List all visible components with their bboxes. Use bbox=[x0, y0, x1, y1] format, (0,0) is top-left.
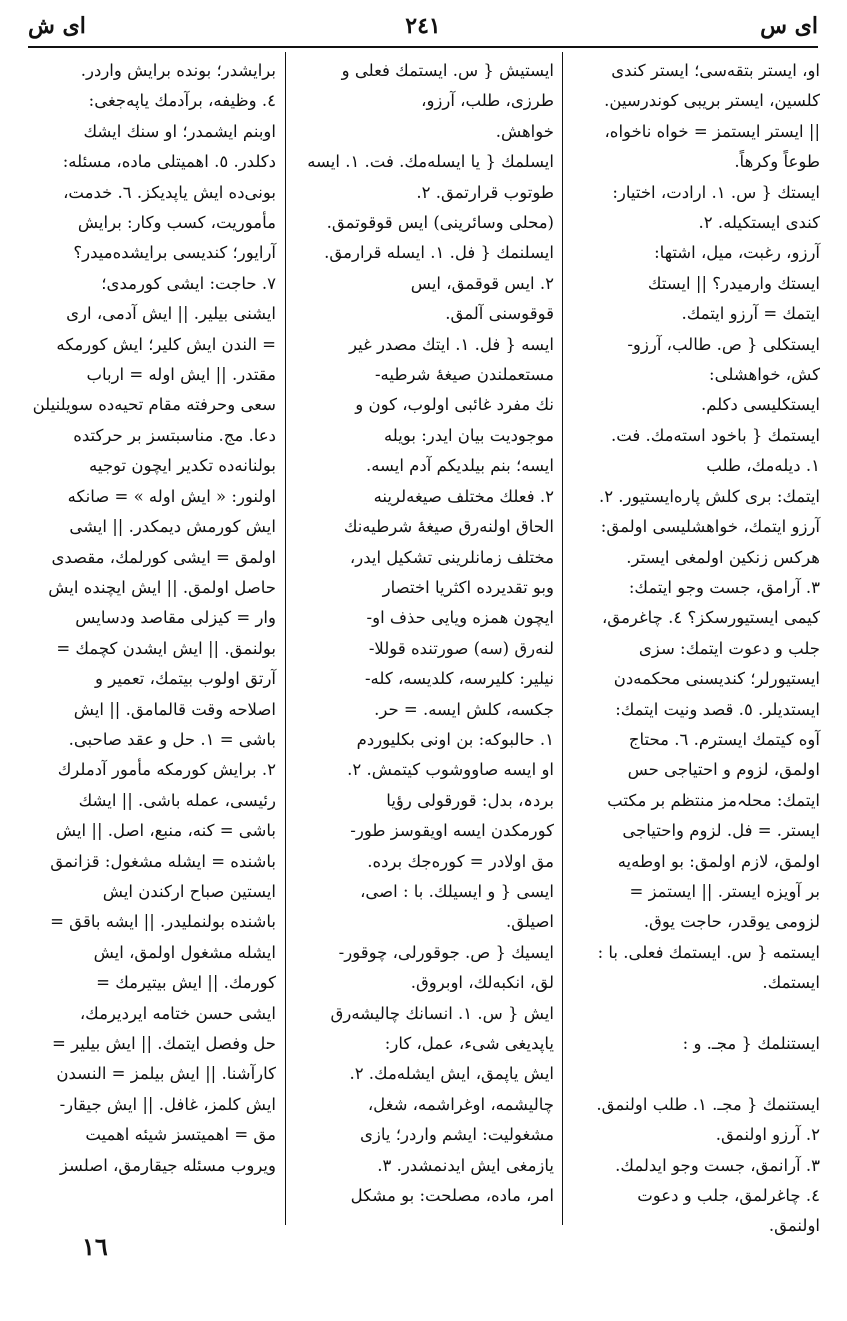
text-line: کش، خواهشلی: bbox=[709, 365, 820, 385]
text-line: ایش کلمز، غافل. || ایش جیقار- bbox=[59, 1094, 276, 1114]
text-line: باشنده بولنملیدر. || ایشه باقق = bbox=[50, 912, 276, 932]
text-line bbox=[570, 1059, 820, 1089]
text-line: کورمکدن ایسه اویقوسز طور- bbox=[350, 821, 554, 841]
text-line: یاپدیغی شیء، عمل، کار: bbox=[384, 1034, 554, 1053]
text-line: ٣. آرانمق، جست وجو ایدلمك. bbox=[615, 1155, 820, 1175]
column-divider-right bbox=[562, 52, 563, 1225]
text-line: اولمق، لازم اولمق: بو اوطه‌یه bbox=[617, 851, 820, 871]
text-line: ایستیش { س. ایستمك فعلی و bbox=[341, 61, 554, 80]
text-line: آرزو ایتمك، خواهشلیسی اولمق: bbox=[600, 517, 820, 537]
text-line: اصلاحه وقت قالمامق. || ایش bbox=[73, 699, 276, 719]
text-line: ایستمه { س. ایستمك فعلی. با : bbox=[597, 942, 820, 962]
text-line: ٢. فعلك مختلف صیغه‌لرینه bbox=[373, 486, 554, 506]
text-line: ایستکلی { ص. طالب، آرزو- bbox=[627, 334, 820, 354]
header-rule bbox=[28, 46, 818, 48]
text-line: وار = کیزلی مقاصد ودسایس bbox=[75, 608, 276, 628]
page-number: ٢٤١ bbox=[405, 13, 441, 39]
text-line: کارآشنا. || ایش بیلمز = النسدن bbox=[56, 1064, 276, 1084]
text-line: (محلی وسائرینی) ایس قوقوتمق. bbox=[326, 213, 554, 233]
text-line: ایش یاپمق، ایش ایشله‌مك. ٢. bbox=[349, 1064, 554, 1084]
text-line: کیمی ایستیورسکز؟ ٤. چاغرمق، bbox=[601, 608, 820, 628]
text-line: اولمق = ایشی کورلمك، مقصدی bbox=[51, 547, 276, 567]
text-line: ایسیك { ص. جوقورلی، چوقور- bbox=[338, 942, 554, 962]
text-line: کلسین، ایستر بریبی کوندرسین. bbox=[604, 91, 820, 111]
text-line: اولمق، لزوم و احتیاجی حس bbox=[627, 760, 820, 780]
text-line: آرزو، رغبت، میل، اشتها: bbox=[654, 243, 820, 263]
text-line: ایستدیلر. ٥. قصد ونیت ایتمك: bbox=[615, 699, 820, 719]
text-line: ١. حالبوکه: بن اونی بکلیوردم bbox=[356, 729, 554, 749]
text-line: دکلدر. ٥. اهمیتلی ماده، مسئله: bbox=[62, 152, 276, 172]
text-line: بولنانه‌ده تکدیر ایچون توجیه bbox=[89, 456, 276, 476]
text-line: ٧. حاجت: ایشی کورمدی؛ bbox=[101, 273, 276, 293]
text-line: اوبنم ایشمدر؛ او سنك ایشك bbox=[83, 121, 276, 141]
text-line: یازمغی ایش ایدنمشدر. ٣. bbox=[377, 1155, 554, 1175]
text-line: ایتمك: محلہ‌مز منتظم بر مکتب bbox=[607, 790, 820, 810]
text-line: آرتق اولوب بیتمك، تعمیر و bbox=[95, 669, 276, 689]
text-line: جکسه، کلش ایسه. = حر. bbox=[374, 699, 554, 719]
text-line: ویروب مسئله جیقارمق، اصلسز bbox=[59, 1155, 276, 1175]
text-line: ایشنی بیلیر. || ایش آدمی، اری bbox=[66, 304, 276, 324]
text-line: مقتدر. || ایش اوله = ارباب bbox=[86, 365, 276, 385]
text-line: قوقوسنی آلمق. bbox=[445, 304, 554, 324]
text-line: دعا. مج. مناسبتسز بر حرکتده bbox=[73, 425, 276, 445]
text-line: وبو تقدیرده اکثریا اختصار bbox=[382, 577, 554, 597]
text-line: حل وفصل ایتمك. || ایش بیلیر = bbox=[52, 1034, 276, 1053]
text-line: مق اولادر = کوره‌جك برده. bbox=[367, 851, 554, 871]
text-line: ایش کورمش دیمکدر. || ایشی bbox=[69, 517, 276, 537]
text-line: جلب و دعوت ایتمك: سزی bbox=[638, 638, 820, 658]
text-line: ایش { س. ١. انسانك چالیشه‌رق bbox=[330, 1003, 554, 1023]
text-line: = الندن ایش کلیر؛ ایش کورمکه bbox=[56, 334, 276, 354]
text-line: ایستمك { باخود استه‌مك. فت. bbox=[610, 425, 820, 445]
text-line: ایستر. = فل. لزوم واحتیاجی bbox=[622, 821, 820, 841]
text-line: برایشدر؛ بونده برایش واردر. bbox=[80, 61, 276, 80]
column-middle bbox=[294, 56, 554, 1225]
text-line: باشنده = ایشله مشغول: قزانمق bbox=[50, 851, 276, 871]
text-line: ١. دیله‌مك، طلب bbox=[706, 456, 820, 476]
text-line: ایستین صباح ارکندن ایش bbox=[102, 881, 276, 901]
text-line: آرایور؛ کندیسی برایشده‌میدر؟ bbox=[73, 243, 276, 263]
header-left: ای ش bbox=[28, 13, 86, 39]
text-line: ایتمك: بری کلش پاره‌ایستیور. ٢. bbox=[598, 486, 820, 506]
text-line: ایستك وارمیدر؟ || ایستك bbox=[647, 273, 820, 293]
text-line: نیلیر: کلیرسه، کلدیسه، کله- bbox=[364, 669, 554, 689]
text-line: خواهش. bbox=[495, 121, 554, 141]
text-line: ٣. آرامق، جست وجو ایتمك: bbox=[628, 577, 820, 597]
text-line: ایسی { و ایسیلك. با : اصی، bbox=[360, 881, 554, 901]
text-line: ایشله مشغول اولمق، ایش bbox=[93, 942, 276, 962]
text-line: ایستنلمك { مجـ. و : bbox=[682, 1034, 820, 1053]
text-line: او ایسه صاووشوب کیتمش. ٢. bbox=[347, 760, 554, 780]
text-line: ٤. چاغرلمق، جلب و دعوت bbox=[637, 1186, 820, 1206]
text-line: کندی ایستکیله. ٢. bbox=[698, 213, 820, 233]
text-line: ایستکلیسی دکلم. bbox=[700, 395, 820, 415]
text-line: ایسه؛ بنم بیلدیکم آدم ایسه. bbox=[365, 456, 554, 476]
text-line: لزومی یوقدر، حاجت یوق. bbox=[643, 912, 820, 932]
text-line: سعی وحرفته مقام تحیه‌ده سویلنیلن bbox=[32, 395, 276, 415]
text-line: باشی = کنه، منبع، اصل. || ایش bbox=[55, 821, 276, 841]
text-line: لنه‌رق (سه) صورتنده قوللا- bbox=[368, 638, 554, 658]
text-line: ایتمك = آرزو ایتمك. bbox=[681, 304, 820, 324]
text-line: امر، ماده، مصلحت: بو مشکل bbox=[350, 1186, 554, 1206]
text-line: موجودیت بیان ایدر: بویله bbox=[383, 425, 554, 445]
text-line: طرزی، طلب، آرزو، bbox=[421, 91, 554, 111]
text-line: مختلف زمانلرینی تشکیل ایدر، bbox=[349, 547, 554, 567]
text-line: لق، انکبه‌لك، اوبروق. bbox=[410, 973, 554, 993]
text-line: ٢. برایش کورمکه مأمور آدملرك bbox=[57, 760, 276, 780]
text-line: مشغولیت: ایشم واردر؛ یازی bbox=[359, 1125, 554, 1145]
running-header bbox=[28, 8, 818, 44]
header-right: ای س bbox=[760, 13, 818, 39]
column-divider-left bbox=[285, 52, 286, 1225]
text-line: مق = اهمیتسز شیئه اهمیت bbox=[85, 1125, 276, 1145]
text-line: ایسلنمك { فل. ١. ایسله قرارمق. bbox=[324, 243, 554, 263]
text-line: ایچون همزه ویایی حذف او- bbox=[366, 608, 554, 628]
text-line: طوتوب قرارتمق. ٢. bbox=[416, 182, 554, 202]
text-line: اصیلق. bbox=[505, 912, 554, 932]
text-line: مأموریت، کسب وکار: برایش bbox=[77, 213, 276, 233]
text-line: نك مفرد غائبی اولوب، کون و bbox=[355, 395, 554, 415]
text-line: چالیشمه، اوغراشمه، شغل، bbox=[367, 1094, 554, 1114]
text-line: ٢. آرزو اولنمق. bbox=[715, 1125, 820, 1145]
signature-mark: ١٦ bbox=[82, 1232, 108, 1261]
text-line: آوه کیتمك ایسترم. ٦. محتاج bbox=[628, 729, 820, 749]
text-line: بردہ، بدل: قورقولی رؤیا bbox=[386, 790, 554, 810]
text-line: رئیسی، عمله باشی. || ایشك bbox=[78, 790, 276, 810]
text-line: حاصل اولمق. || ایش ایچنده ایش bbox=[48, 577, 276, 597]
column-left bbox=[30, 56, 276, 1225]
text-line bbox=[570, 999, 820, 1029]
column-right bbox=[570, 56, 820, 1236]
text-line: ایستیورلر؛ کندیسنی محکمه‌دن bbox=[613, 669, 820, 689]
text-line: الحاق اولنه‌رق صیغهٔ شرطیه‌نك bbox=[343, 517, 554, 537]
text-line: ایستمك. bbox=[762, 973, 820, 993]
text-line: او، ایستر بتقه‌سی؛ ایستر کندی bbox=[611, 61, 820, 80]
text-line: ایستنمك { مجـ. ١. طلب اولنمق. bbox=[596, 1094, 820, 1114]
text-line: هرکس زنکین اولمغی ایستر. bbox=[626, 547, 820, 567]
text-line: ایستك { س. ١. ارادت، اختیار: bbox=[612, 182, 820, 202]
text-line: اولنور: « ایش اوله » = صانکه bbox=[67, 486, 276, 506]
text-line: بر آویزه ایستر. || ایستمز = bbox=[629, 881, 820, 901]
text-line: بولنمق. || ایش ایشدن کچمك = bbox=[56, 638, 276, 658]
text-line: ایشی حسن ختامه ایردیرمك، bbox=[79, 1003, 276, 1023]
text-line: ٤. وظیفه، برآدمك یاپه‌جغی: bbox=[88, 91, 276, 111]
text-line: باشی = ١. حل و عقد صاحبی. bbox=[68, 729, 276, 749]
text-line: مستعملندن صیغهٔ شرطیه- bbox=[374, 365, 554, 385]
text-line: || ایستر ایستمز = خواه ناخواه، bbox=[604, 121, 820, 141]
text-line: طوعاً وکرهاً. bbox=[734, 152, 820, 172]
text-line: کورمك. || ایش بیتیرمك = bbox=[96, 973, 276, 993]
text-line: ٢. ایس قوقمق، ایس bbox=[410, 273, 554, 293]
text-line: بونی‌ده ایش یاپدیکز. ٦. خدمت، bbox=[63, 182, 276, 202]
text-line: اولنمق. bbox=[768, 1216, 820, 1236]
text-line: ایسلمك { یا ایسله‌مك. فت. ١. ایسه bbox=[307, 152, 554, 172]
text-line: ایسه { فل. ١. ایتك مصدر غیر bbox=[348, 334, 554, 354]
